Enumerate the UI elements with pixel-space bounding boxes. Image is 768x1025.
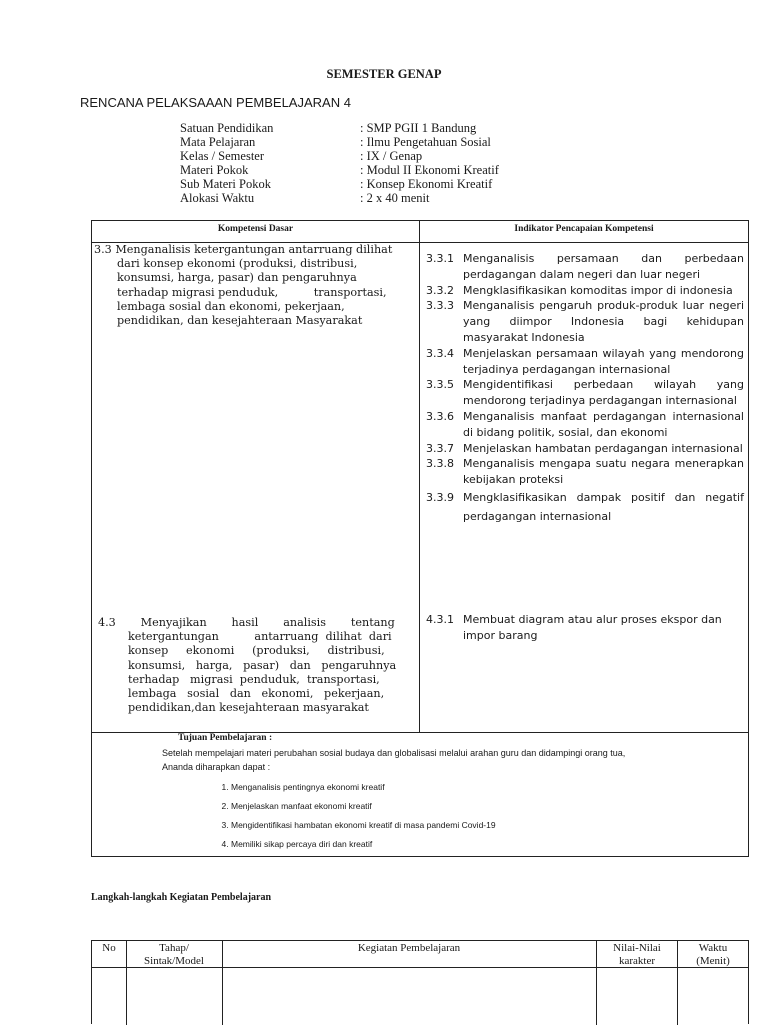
indicator-text: Menganalisis mengapa suatu negara menerapkan kebijakan proteksi [463,457,744,487]
objective-item: 4. Memiliki sikap percaya diri dan kreatif [231,838,496,857]
document-title: SEMESTER GENAP [326,67,442,81]
kd-line: 4.3 Menyajikan hasil analisis tentang [98,616,395,629]
indicator-number: 3.3.6 [426,409,454,423]
kd-line: ketergantungan antarruang dilihat dari [128,630,392,644]
indicator-item [426,377,744,409]
info-value: : 2 x 40 menit [360,190,430,205]
info-value: : IX / Genap [360,148,423,163]
header-no: No [102,942,116,954]
indicator-number: 3.3.9 [426,490,454,504]
header-indikator: Indikator Pencapaian Kompetensi [514,224,654,234]
indicator-number: 3.3.2 [426,283,454,297]
info-label: Kelas / Semester [180,148,265,163]
indicator-text: Menganalisis persamaan dan perbedaan perdagangan dalam negeri dan luar negeri [463,252,744,281]
competency-table [91,220,749,857]
indicator-item [426,612,744,644]
indicator-item [426,251,744,283]
info-value: : Modul II Ekonomi Kreatif [360,162,499,177]
indicator-item [426,456,744,488]
kd-line: pendidikan, dan kesejahteraan Masyarakat [117,314,363,328]
objective-item: 3. Mengidentifikasi hambatan ekonomi kreatif di masa pandemi Covid-19 [231,819,496,838]
header-waktu-line: (Menit) [696,954,730,967]
indicator-number: 3.3.5 [426,378,454,392]
kd-line: terhadap migrasi penduduk, transportasi, [117,285,387,299]
indicator-item [426,346,744,378]
kd-line: pendidikan,dan kesejahteraan masyarakat [128,701,369,715]
info-row [180,192,499,206]
indicator-text: Menjelaskan hambatan perdagangan internasional [463,441,743,455]
header-tahap-line: Tahap/ [159,942,189,954]
indicator-number: 3.3.3 [426,299,454,313]
header-kegiatan: Kegiatan Pembelajaran [357,942,461,954]
indicator-text: Mengklasifikasikan komoditas impor di indonesia [463,283,733,297]
info-value: : SMP PGII 1 Bandung [360,121,477,135]
indicator-list-4 [426,612,744,644]
objective-item: 1. Menganalisis pentingnya ekonomi kreatif [231,781,496,800]
indicator-item [426,283,744,299]
info-row [180,136,499,150]
indicator-number: 3.3.4 [426,346,454,360]
info-row [180,164,499,178]
objectives-intro [162,746,732,774]
indicator-list-3 [426,251,744,526]
kd-line: konsep ekonomi (produksi, distribusi, [128,644,385,658]
info-value: : Konsep Ekonomi Kreatif [360,176,493,191]
header-kompetensi-dasar: Kompetensi Dasar [217,224,294,234]
steps-heading: Langkah-langkah Kegiatan Pembelajaran [91,892,272,903]
info-row [180,150,499,164]
info-label: Satuan Pendidikan [180,121,274,135]
header-tahap [126,942,222,967]
info-label: Sub Materi Pokok [180,176,271,191]
indicator-number: 3.3.7 [426,441,454,455]
info-label: Materi Pokok [180,162,249,177]
info-value: : Ilmu Pengetahuan Sosial [360,134,491,149]
kd-line: 3.3 Menganalisis ketergantungan antarruang dilihat [94,243,393,256]
kd-line: lembaga sosial dan ekonomi, pekerjaan, [117,299,345,313]
indicator-text: Mengidentifikasi perbedaan wilayah yang mendorong terjadinya perdagangan internasional [463,378,744,408]
kd-3-3 [94,243,404,328]
objectives-heading: Tujuan Pembelajaran : [178,733,273,743]
indicator-text: Menganalisis manfaat perdagangan internasional di bidang politik, sosial, dan ekonomi [463,409,744,439]
document-subtitle: RENCANA PELAKSAAAN PEMBELAJARAN 4 [80,95,351,110]
header-nilai [596,942,678,967]
indicator-item [426,441,744,457]
activities-table [91,940,749,1024]
header-nilai-line: Nilai-Nilai [613,942,661,954]
kd-line: terhadap migrasi penduduk, transportasi, [128,672,380,686]
header-tahap-line: Sintak/Model [144,954,204,967]
kd-line: dari konsep ekonomi (produksi, distribusi, [117,257,358,271]
kd-line: konsumsi, harga, pasar) dan pengaruhnya [117,271,357,285]
info-label: Mata Pelajaran [180,134,256,149]
indicator-text: Mengklasifikasikan dampak positif dan negatif perdagangan internasional [463,490,744,523]
header-bottom-border [92,967,748,968]
identity-block [180,122,499,205]
header-waktu-line: Waktu [698,942,728,954]
indicator-text: Menjelaskan persamaan wilayah yang mendorong terjadinya perdagangan internasional [463,346,744,376]
objectives-intro-line: Setelah mempelajari materi perubahan sosial budaya dan globalisasi melalui arahan guru dan didampingi orang tua, [162,748,626,758]
indicator-number: 4.3.1 [426,613,454,626]
indicator-item [426,488,744,526]
kd-line: konsumsi, harga, pasar) dan pengaruhnya [128,658,397,672]
objectives-list [216,781,496,857]
header-waktu [678,942,748,967]
indicator-text: Membuat diagram atau alur proses ekspor dan impor barang [463,613,722,642]
info-row [180,122,499,136]
indicator-item [426,409,744,441]
column-divider [419,221,420,732]
info-row [180,178,499,192]
info-label: Alokasi Waktu [180,190,255,205]
objective-item: 2. Menjelaskan manfaat ekonomi kreatif [231,800,496,819]
indicator-number: 3.3.1 [426,252,454,265]
objectives-intro-line: Ananda diharapkan dapat : [162,762,271,772]
indicator-text: Menganalisis pengaruh produk-produk luar negeri yang diimpor Indonesia bagi kehidupan masyarakat Indonesia [463,299,744,344]
header-nilai-line: karakter [618,954,656,967]
indicator-item [426,298,744,345]
kd-4-3 [98,616,404,715]
kd-line: lembaga sosial dan ekonomi, pekerjaan, [128,687,385,701]
indicator-number: 3.3.8 [426,457,454,471]
